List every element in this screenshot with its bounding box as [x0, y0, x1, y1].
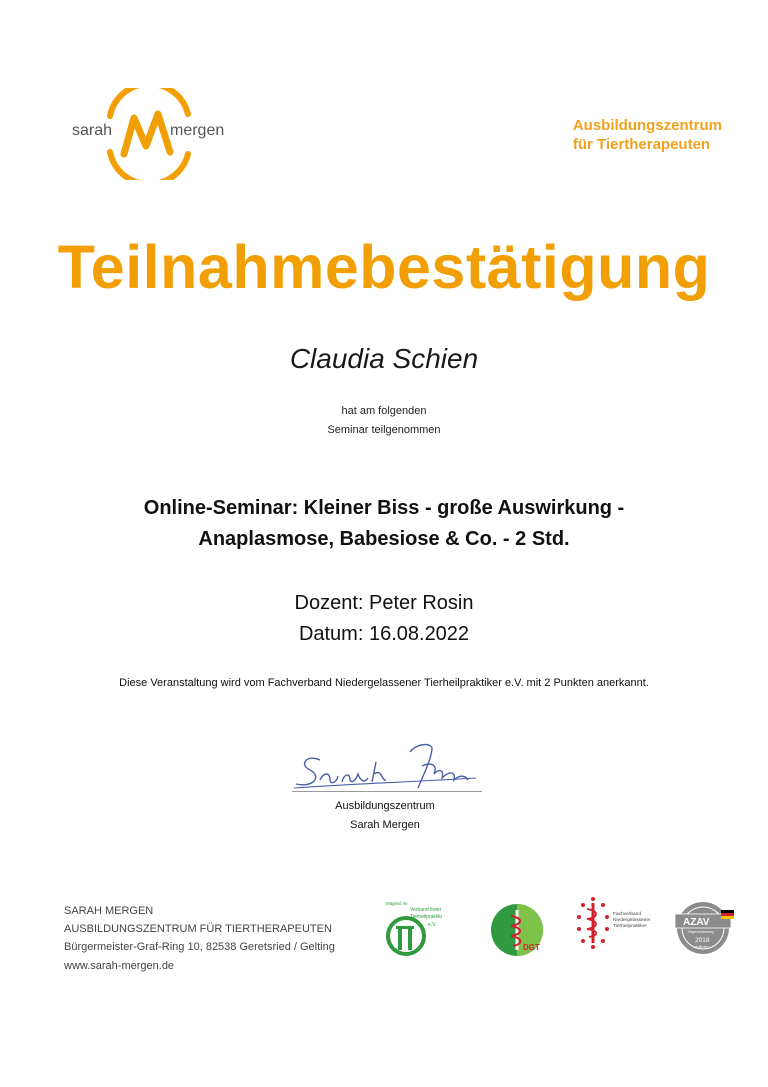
footer-address: Bürgermeister-Graf-Ring 10, 82538 Geretsried / Gelting [64, 941, 335, 953]
badge-1-text-1: Verband freier [410, 907, 442, 913]
badge-fnt [573, 893, 663, 953]
badge-1-text-3: e.V. [428, 922, 437, 928]
certificate-title: Teilnahmebestätigung [57, 233, 711, 301]
sarah-mergen-logo [60, 88, 230, 180]
dgt-logo-icon [489, 900, 549, 960]
badge-2-text: DGT [523, 943, 540, 952]
signature-icon [290, 738, 480, 798]
lecturer: Dozent: Peter Rosin [294, 592, 474, 614]
seminar-title-line-2: Anaplasmose, Babesiose & Co. - 2 Std. [198, 528, 570, 550]
handwritten-signature [290, 738, 480, 798]
footer-website[interactable]: www.sarah-mergen.de [64, 960, 175, 972]
badge-3-text-3: Tierheilpraktiker [613, 924, 647, 929]
azav-seal-icon [673, 900, 735, 956]
fnt-logo-icon [573, 893, 663, 953]
footer-subtitle: AUSBILDUNGSZENTRUM FÜR TIERTHERAPEUTEN [64, 923, 332, 935]
logo-word-mergen: mergen [170, 122, 225, 139]
badge-dgt [489, 900, 549, 960]
signature-label-1: Ausbildungszentrum [335, 800, 435, 812]
header-institution [573, 116, 722, 154]
badge-4-foot: zertifiziert [694, 945, 709, 949]
vft-logo-icon [384, 898, 442, 960]
header-line-2: für Tiertherapeuten [572, 136, 711, 153]
badge-4-title: AZAV [683, 917, 710, 928]
badge-1-top: Mitglied im [386, 901, 408, 906]
badge-azav [673, 900, 735, 956]
header-line-1: Ausbildungszentrum [572, 117, 722, 134]
badge-4-sub: Trägerzulassung [687, 930, 714, 934]
intro-line-1: hat am folgenden [341, 405, 427, 417]
logo-word-sarah: sarah [72, 122, 113, 139]
seminar-date: Datum: 16.08.2022 [298, 623, 470, 645]
intro-line-2: Seminar teilgenommen [327, 424, 441, 436]
recognition-note: Diese Veranstaltung wird vom Fachverband Niedergelassener Tierheilpraktiker e.V. mit 2 Punkten anerkannt. [119, 677, 649, 689]
badge-3-text-2: Niedergelassener [613, 918, 651, 923]
signature-label-2: Sarah Mergen [350, 819, 420, 831]
badge-vft [384, 898, 442, 960]
seminar-title-line-1: Online-Seminar: Kleiner Biss - große Auswirkung - [143, 497, 625, 519]
participant-name: Claudia Schien [289, 343, 479, 374]
badge-1-text-2: Tierheilpraktiker [410, 914, 442, 920]
badge-4-year: 2018 [695, 937, 710, 944]
badge-3-text-1: Fachverband [613, 912, 641, 917]
footer-company: SARAH MERGEN [64, 905, 154, 917]
signature-line [292, 791, 482, 792]
